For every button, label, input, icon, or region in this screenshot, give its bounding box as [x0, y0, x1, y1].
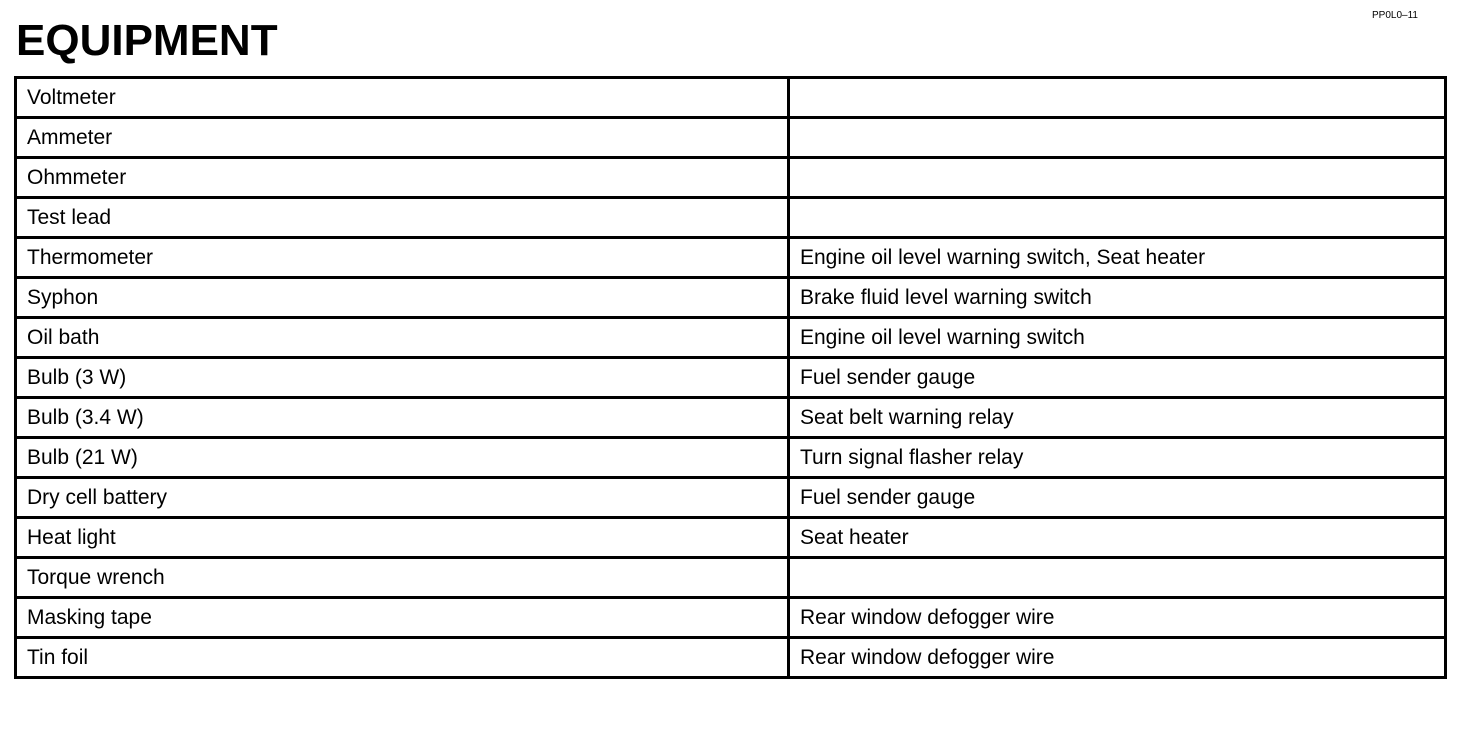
equipment-cell: Bulb (3.4 W)	[16, 398, 789, 438]
table-row	[16, 478, 1446, 518]
equipment-cell: Ammeter	[16, 118, 789, 158]
page-title: EQUIPMENT	[16, 16, 278, 65]
table-row	[16, 278, 1446, 318]
use-cell	[789, 118, 1446, 158]
use-cell: Brake fluid level warning switch	[789, 278, 1446, 318]
table-row	[16, 398, 1446, 438]
use-cell: Fuel sender gauge	[789, 358, 1446, 398]
table-row	[16, 158, 1446, 198]
table-row	[16, 78, 1446, 118]
table-row	[16, 558, 1446, 598]
equipment-cell: Oil bath	[16, 318, 789, 358]
use-cell	[789, 198, 1446, 238]
use-cell: Turn signal flasher relay	[789, 438, 1446, 478]
use-cell: Seat heater	[789, 518, 1446, 558]
table-row	[16, 118, 1446, 158]
equipment-cell: Bulb (21 W)	[16, 438, 789, 478]
equipment-cell: Voltmeter	[16, 78, 789, 118]
equipment-cell: Dry cell battery	[16, 478, 789, 518]
use-cell: Rear window defogger wire	[789, 598, 1446, 638]
table-row	[16, 238, 1446, 278]
use-cell: Engine oil level warning switch, Seat heater	[789, 238, 1446, 278]
table-row	[16, 318, 1446, 358]
table-row	[16, 358, 1446, 398]
use-cell: Fuel sender gauge	[789, 478, 1446, 518]
equipment-cell: Ohmmeter	[16, 158, 789, 198]
equipment-cell: Tin foil	[16, 638, 789, 678]
equipment-cell: Thermometer	[16, 238, 789, 278]
table-row	[16, 638, 1446, 678]
table-row	[16, 598, 1446, 638]
table-row	[16, 438, 1446, 478]
table-row	[16, 518, 1446, 558]
use-cell: Engine oil level warning switch	[789, 318, 1446, 358]
equipment-cell: Torque wrench	[16, 558, 789, 598]
use-cell	[789, 78, 1446, 118]
document-code: PP0L0–11	[1372, 10, 1418, 21]
equipment-table	[14, 76, 1447, 679]
use-cell: Rear window defogger wire	[789, 638, 1446, 678]
use-cell	[789, 158, 1446, 198]
equipment-cell: Bulb (3 W)	[16, 358, 789, 398]
use-cell	[789, 558, 1446, 598]
equipment-cell: Test lead	[16, 198, 789, 238]
equipment-cell: Masking tape	[16, 598, 789, 638]
use-cell: Seat belt warning relay	[789, 398, 1446, 438]
equipment-cell: Heat light	[16, 518, 789, 558]
table-row	[16, 198, 1446, 238]
equipment-cell: Syphon	[16, 278, 789, 318]
